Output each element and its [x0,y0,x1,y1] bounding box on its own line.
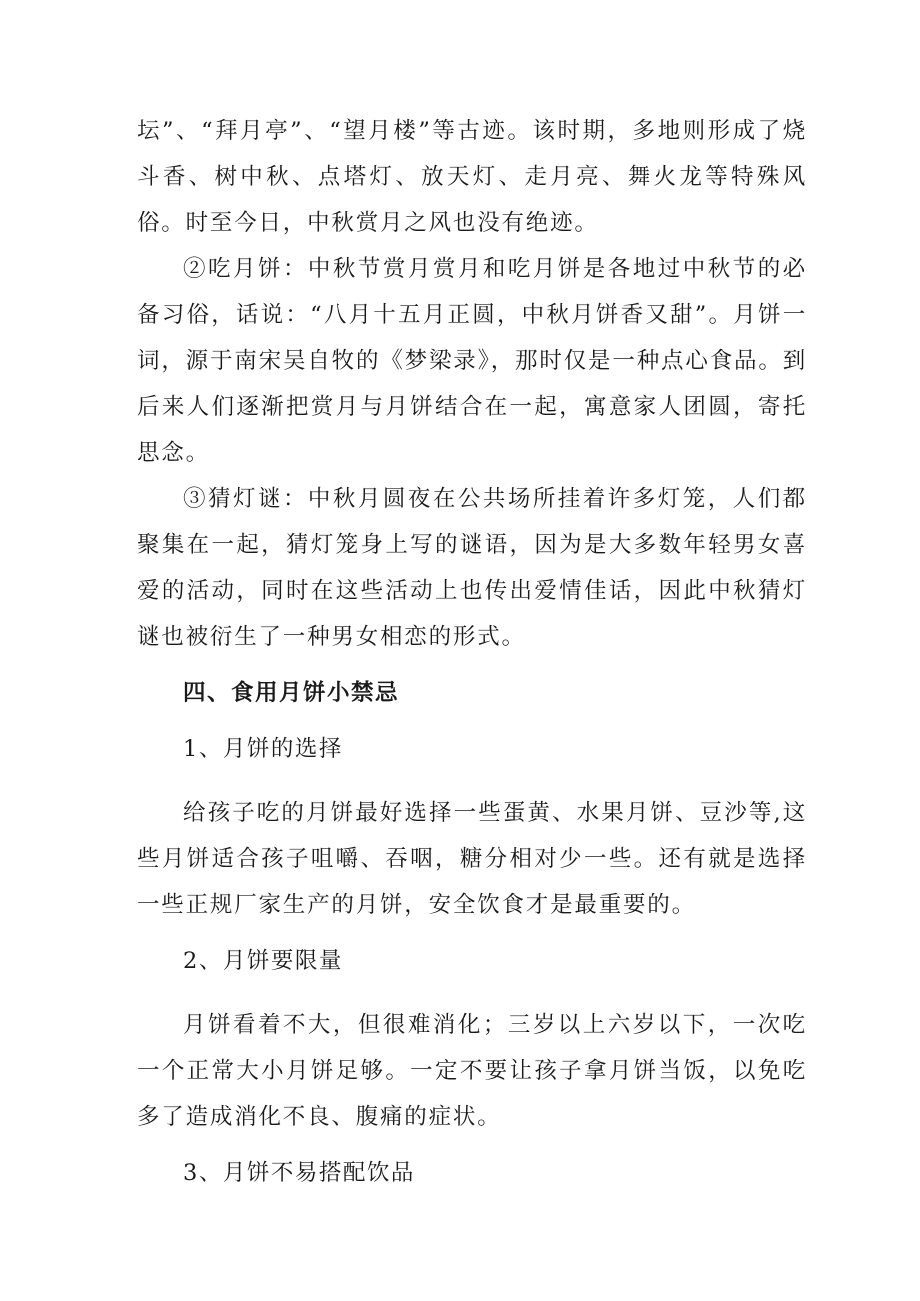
spacer [137,984,807,1002]
item-body-2: 月饼看着不大，但很难消化；三岁以上六岁以下，一次吃一个正常大小月饼足够。一定不要让孩子拿月饼当饭，以免吃多了造成消化不良、腹痛的症状。 [137,1012,807,1130]
paragraph-eating-mooncakes: ②吃月饼：中秋节赏月赏月和吃月饼是各地过中秋节的必备习俗，话说：“八月十五月正圆，中秋月饼香又甜”。月饼一词，源于南宋吴自牧的《梦梁录》，那时仅是一种点心食品。到后来人们逐渐把赏月与月饼结合在一起，寓意家人团圆，寄托思念。 [137,256,807,466]
item-title-2: 2、月饼要限量 [183,948,343,974]
spacer [137,772,807,790]
item-body-1: 给孩子吃的月饼最好选择一些蛋黄、水果月饼、豆沙等,这些月饼适合孩子咀嚼、吞咽，糖分相对少一些。还有就是选择一些正规厂家生产的月饼，安全饮食才是最重要的。 [137,800,807,918]
document-body [137,108,807,1196]
section-heading: 四、食用月饼小禁忌 [183,680,400,706]
paragraph-lantern-riddles: ③猜灯谜：中秋月圆夜在公共场所挂着许多灯笼，人们都聚集在一起，猜灯笼身上写的谜语，因为是大多数年轻男女喜爱的活动，同时在这些活动上也传出爱情佳话，因此中秋猜灯谜也被衍生了一种男女相恋的形式。 [137,486,807,650]
paragraph-moon-viewing-continued: 坛”、“拜月亭”、“望月楼”等古迹。该时期，多地则形成了烧斗香、树中秋、点塔灯、放天灯、走月亮、舞火龙等特殊风俗。时至今日，中秋赏月之风也没有绝迹。 [137,118,807,236]
item-title-1: 1、月饼的选择 [183,736,343,762]
item-title-3: 3、月饼不易搭配饮品 [183,1160,415,1186]
